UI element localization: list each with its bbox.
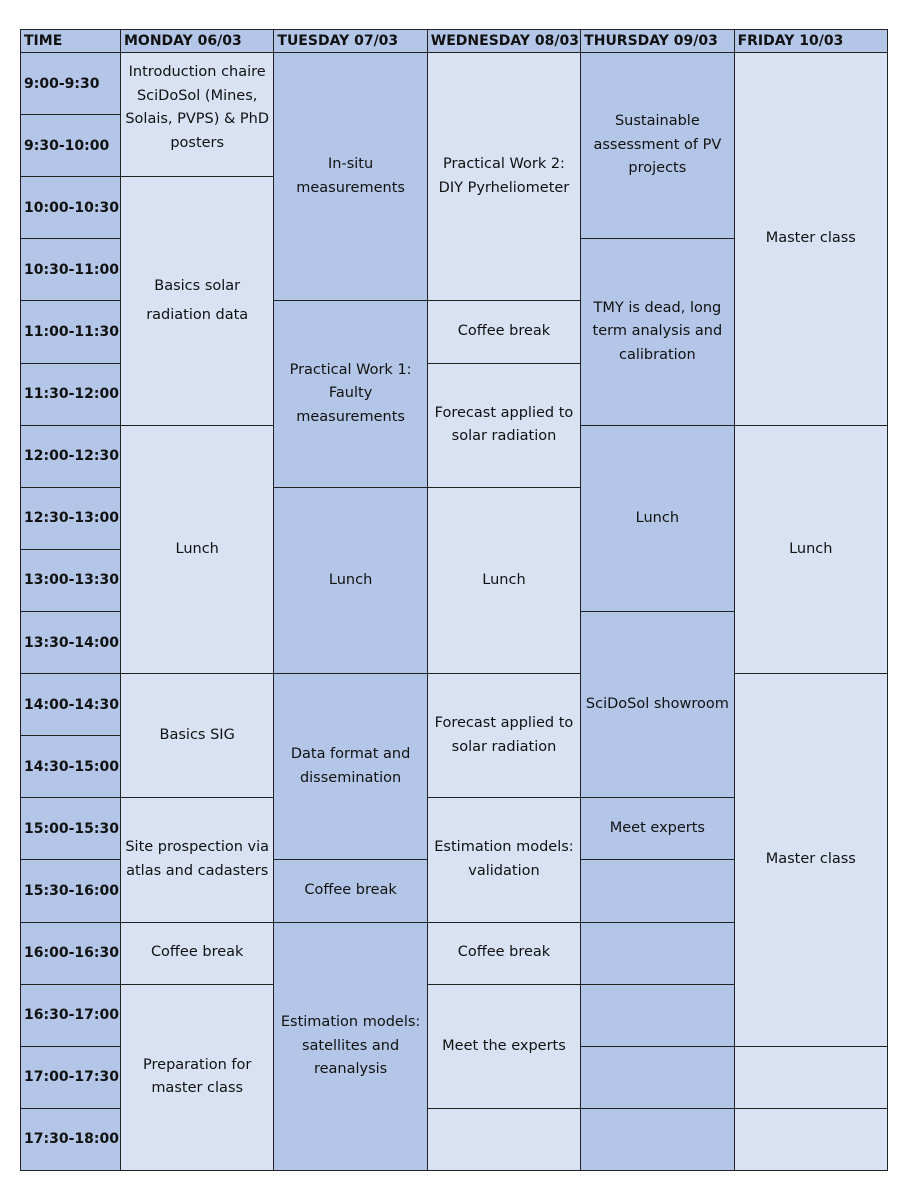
event-lunch-thursday: Lunch — [581, 425, 734, 611]
header-time: TIME — [21, 30, 121, 53]
event-estimation-satellites: Estimation models: satellites and reanalysis — [274, 922, 427, 1170]
event-lunch-friday: Lunch — [734, 425, 887, 673]
empty-slot — [581, 922, 734, 984]
time-slot: 10:30-11:00 — [21, 239, 121, 301]
empty-slot — [581, 860, 734, 922]
time-slot: 14:00-14:30 — [21, 674, 121, 736]
event-coffee-break: Coffee break — [274, 860, 427, 922]
time-slot: 16:00-16:30 — [21, 922, 121, 984]
event-meet-experts-thursday: Meet experts — [581, 798, 734, 860]
event-forecast-2: Forecast applied to solar radiation — [427, 674, 580, 798]
event-basics-sig: Basics SIG — [121, 674, 274, 798]
event-intro: Introduction chaire SciDoSol (Mines, Solais, PVPS) & PhD posters — [121, 53, 274, 177]
event-basics-solar: Basics solar radiation data — [121, 177, 274, 425]
event-forecast-1: Forecast applied to solar radiation — [427, 363, 580, 487]
empty-slot — [427, 1108, 580, 1170]
time-slot: 12:00-12:30 — [21, 425, 121, 487]
empty-slot — [581, 984, 734, 1046]
event-insitu: In-situ measurements — [274, 53, 427, 301]
time-slot: 15:00-15:30 — [21, 798, 121, 860]
event-master-class-2: Master class — [734, 674, 887, 1047]
event-preparation: Preparation for master class — [121, 984, 274, 1170]
event-site-prospection: Site prospection via atlas and cadasters — [121, 798, 274, 922]
empty-slot — [734, 1046, 887, 1108]
time-slot: 13:00-13:30 — [21, 549, 121, 611]
time-slot: 11:30-12:00 — [21, 363, 121, 425]
event-lunch-wednesday: Lunch — [427, 487, 580, 673]
header-thursday: THURSDAY 09/03 — [581, 30, 734, 53]
time-slot: 14:30-15:00 — [21, 736, 121, 798]
time-slot: 12:30-13:00 — [21, 487, 121, 549]
empty-slot — [734, 1108, 887, 1170]
time-slot: 13:30-14:00 — [21, 611, 121, 673]
header-row — [21, 30, 888, 53]
header-tuesday: TUESDAY 07/03 — [274, 30, 427, 53]
time-slot: 10:00-10:30 — [21, 177, 121, 239]
time-slot: 11:00-11:30 — [21, 301, 121, 363]
time-row — [21, 674, 888, 736]
event-tmy: TMY is dead, long term analysis and calibration — [581, 239, 734, 425]
time-slot: 17:00-17:30 — [21, 1046, 121, 1108]
event-coffee-break: Coffee break — [427, 301, 580, 363]
header-monday: MONDAY 06/03 — [121, 30, 274, 53]
empty-slot — [581, 1046, 734, 1108]
time-slot: 15:30-16:00 — [21, 860, 121, 922]
event-practical-work-2: Practical Work 2: DIY Pyrheliometer — [427, 53, 580, 301]
time-row — [21, 53, 888, 115]
header-wednesday: WEDNESDAY 08/03 — [427, 30, 580, 53]
event-practical-work-1: Practical Work 1: Faulty measurements — [274, 301, 427, 487]
event-master-class-1: Master class — [734, 53, 887, 426]
event-lunch-monday: Lunch — [121, 425, 274, 673]
event-lunch-tuesday: Lunch — [274, 487, 427, 673]
event-data-format: Data format and dissemination — [274, 674, 427, 860]
event-estimation-validation: Estimation models: validation — [427, 798, 580, 922]
event-coffee-break: Coffee break — [121, 922, 274, 984]
event-showroom: SciDoSol showroom — [581, 611, 734, 797]
time-slot: 16:30-17:00 — [21, 984, 121, 1046]
schedule-table — [20, 29, 888, 1171]
time-slot: 9:00-9:30 — [21, 53, 121, 115]
event-sustainable-assessment: Sustainable assessment of PV projects — [581, 53, 734, 239]
time-slot: 9:30-10:00 — [21, 115, 121, 177]
event-meet-the-experts: Meet the experts — [427, 984, 580, 1108]
empty-slot — [581, 1108, 734, 1170]
time-slot: 17:30-18:00 — [21, 1108, 121, 1170]
header-friday: FRIDAY 10/03 — [734, 30, 887, 53]
event-coffee-break: Coffee break — [427, 922, 580, 984]
